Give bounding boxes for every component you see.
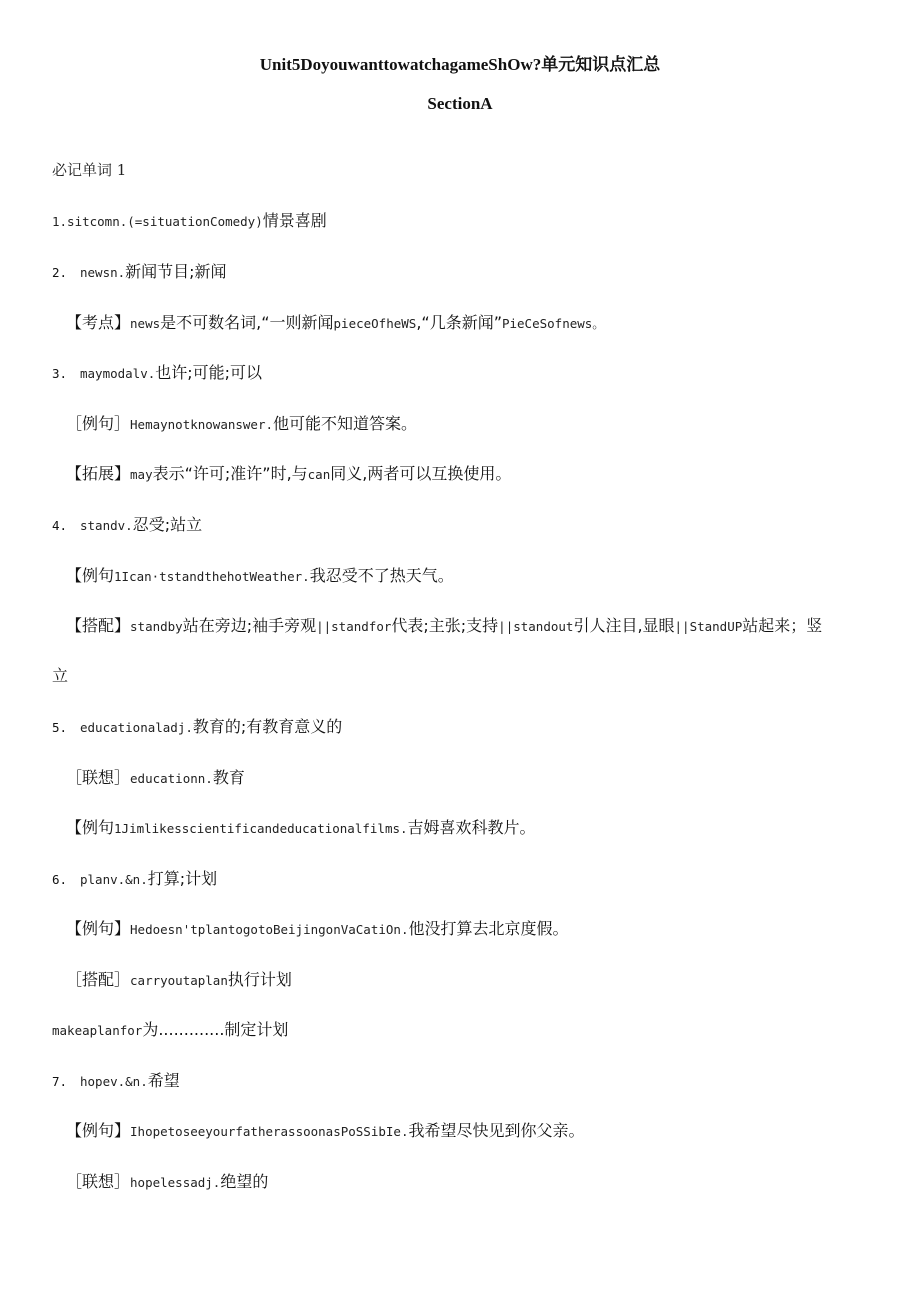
chinese-text: 新闻节目;新闻 — [125, 262, 227, 281]
chinese-text: 他没打算去北京度假。 — [408, 919, 569, 938]
english-text: IhopetoseeyourfatherassoonasPoSSibIe. — [130, 1124, 409, 1139]
vocab-line — [52, 665, 68, 687]
vocab-line — [52, 261, 227, 284]
chinese-text: 也许;可能;可以 — [155, 363, 263, 382]
vocab-line — [52, 1019, 288, 1042]
document-title: Unit5DoyouwanttowatchagameShOw?单元知识点汇总 — [259, 55, 661, 74]
note-tag: ［联想］ — [66, 768, 131, 787]
note-tag: 【例句】 — [66, 1121, 131, 1140]
english-text: pieceOfheWS — [333, 316, 417, 331]
english-text: hopelessadj. — [130, 1175, 221, 1190]
english-text: 1.sitcomn.(=situationComedy) — [52, 214, 263, 229]
english-text: ||StandUP — [674, 619, 743, 634]
chinese-text: 同义,两者可以互换使用。 — [330, 464, 512, 483]
note-tag: 【例句 — [66, 818, 115, 837]
chinese-text: 情景喜剧 — [262, 211, 327, 230]
item-number: 4. — [52, 518, 68, 533]
chinese-text: 是不可数名词,“一则新闻 — [160, 313, 334, 332]
note-tag: ［联想］ — [66, 1172, 131, 1191]
note-tag: ［搭配］ — [66, 970, 131, 989]
chinese-text: 代表;主张;支持 — [391, 616, 499, 635]
vocab-line — [66, 413, 417, 436]
item-number: 2. — [52, 265, 68, 280]
chinese-text: 教育的;有教育意义的 — [192, 717, 343, 736]
english-text: Hemaynotknowanswer. — [130, 417, 274, 432]
english-text: may — [130, 467, 153, 482]
vocab-line — [52, 716, 342, 739]
english-text: ||standfor — [316, 619, 392, 634]
english-text: standby — [130, 619, 183, 634]
vocab-line — [66, 565, 454, 588]
vocab-line — [52, 868, 217, 891]
english-text: newsn. — [80, 265, 126, 280]
english-text: educationaladj. — [80, 720, 193, 735]
note-tag: 【搭配】 — [66, 616, 131, 635]
english-text: makeaplanfor — [52, 1023, 143, 1038]
english-text: carryoutaplan — [130, 973, 228, 988]
english-text: hopev.&n. — [80, 1074, 148, 1089]
vocab-line — [52, 1070, 180, 1093]
vocab-line — [66, 312, 605, 335]
vocab-line — [52, 514, 202, 537]
item-number: 5. — [52, 720, 68, 735]
chinese-text: 绝望的 — [220, 1172, 269, 1191]
english-text: PieCeSofnews。 — [501, 316, 605, 331]
note-tag: 【例句 — [66, 566, 115, 585]
chinese-text: 表示“许可;准许”时,与 — [152, 464, 308, 483]
vocab-line — [52, 362, 262, 385]
note-tag: 【拓展】 — [66, 464, 131, 483]
chinese-text: 教育 — [212, 768, 245, 787]
english-text: ||standout — [498, 619, 574, 634]
item-number: 6. — [52, 872, 68, 887]
vocab-line — [66, 918, 568, 941]
english-text: maymodalv. — [80, 366, 156, 381]
vocab-line — [66, 817, 536, 840]
item-number: 3. — [52, 366, 68, 381]
english-text: Hedoesn'tplantogotoBeijingonVaCatiOn. — [130, 922, 409, 937]
english-text: planv.&n. — [80, 872, 148, 887]
section-title: SectionA — [427, 94, 493, 113]
chinese-text: 引人注目,显眼 — [573, 616, 675, 635]
chinese-text: 他可能不知道答案。 — [273, 414, 418, 433]
vocab-line — [66, 767, 245, 790]
chinese-text: 打算;计划 — [147, 869, 218, 888]
vocab-heading: 必记单词 1 — [52, 161, 127, 179]
item-number: 7. — [52, 1074, 68, 1089]
vocab-line — [66, 463, 511, 486]
chinese-text: 执行计划 — [227, 970, 292, 989]
english-text: news — [130, 316, 161, 331]
vocab-line — [66, 1120, 584, 1143]
english-text: can — [307, 467, 331, 482]
chinese-text: 我希望尽快见到你父亲。 — [408, 1121, 585, 1140]
chinese-text: 立 — [52, 666, 69, 685]
chinese-text: 为.............制定计划 — [142, 1020, 289, 1039]
chinese-text: 吉姆喜欢科教片。 — [407, 818, 536, 837]
english-text: 1Ican·tstandthehotWeather. — [114, 569, 310, 584]
note-tag: ［例句］ — [66, 414, 131, 433]
vocab-line — [66, 1171, 268, 1194]
vocab-line — [66, 969, 292, 992]
chinese-text: ,“几条新闻” — [416, 313, 502, 332]
chinese-text: 站起来；竖 — [742, 616, 823, 635]
chinese-text: 我忍受不了热天气。 — [309, 566, 454, 585]
chinese-text: 希望 — [147, 1071, 180, 1090]
english-text: standv. — [80, 518, 133, 533]
note-tag: 【例句】 — [66, 919, 131, 938]
chinese-text: 忍受;站立 — [132, 515, 203, 534]
english-text: 1Jimlikesscientificandeducationalfilms. — [114, 821, 408, 836]
vocab-line — [52, 210, 327, 233]
english-text: educationn. — [130, 771, 213, 786]
chinese-text: 站在旁边;袖手旁观 — [182, 616, 317, 635]
note-tag: 【考点】 — [66, 313, 131, 332]
vocab-line — [66, 615, 822, 638]
